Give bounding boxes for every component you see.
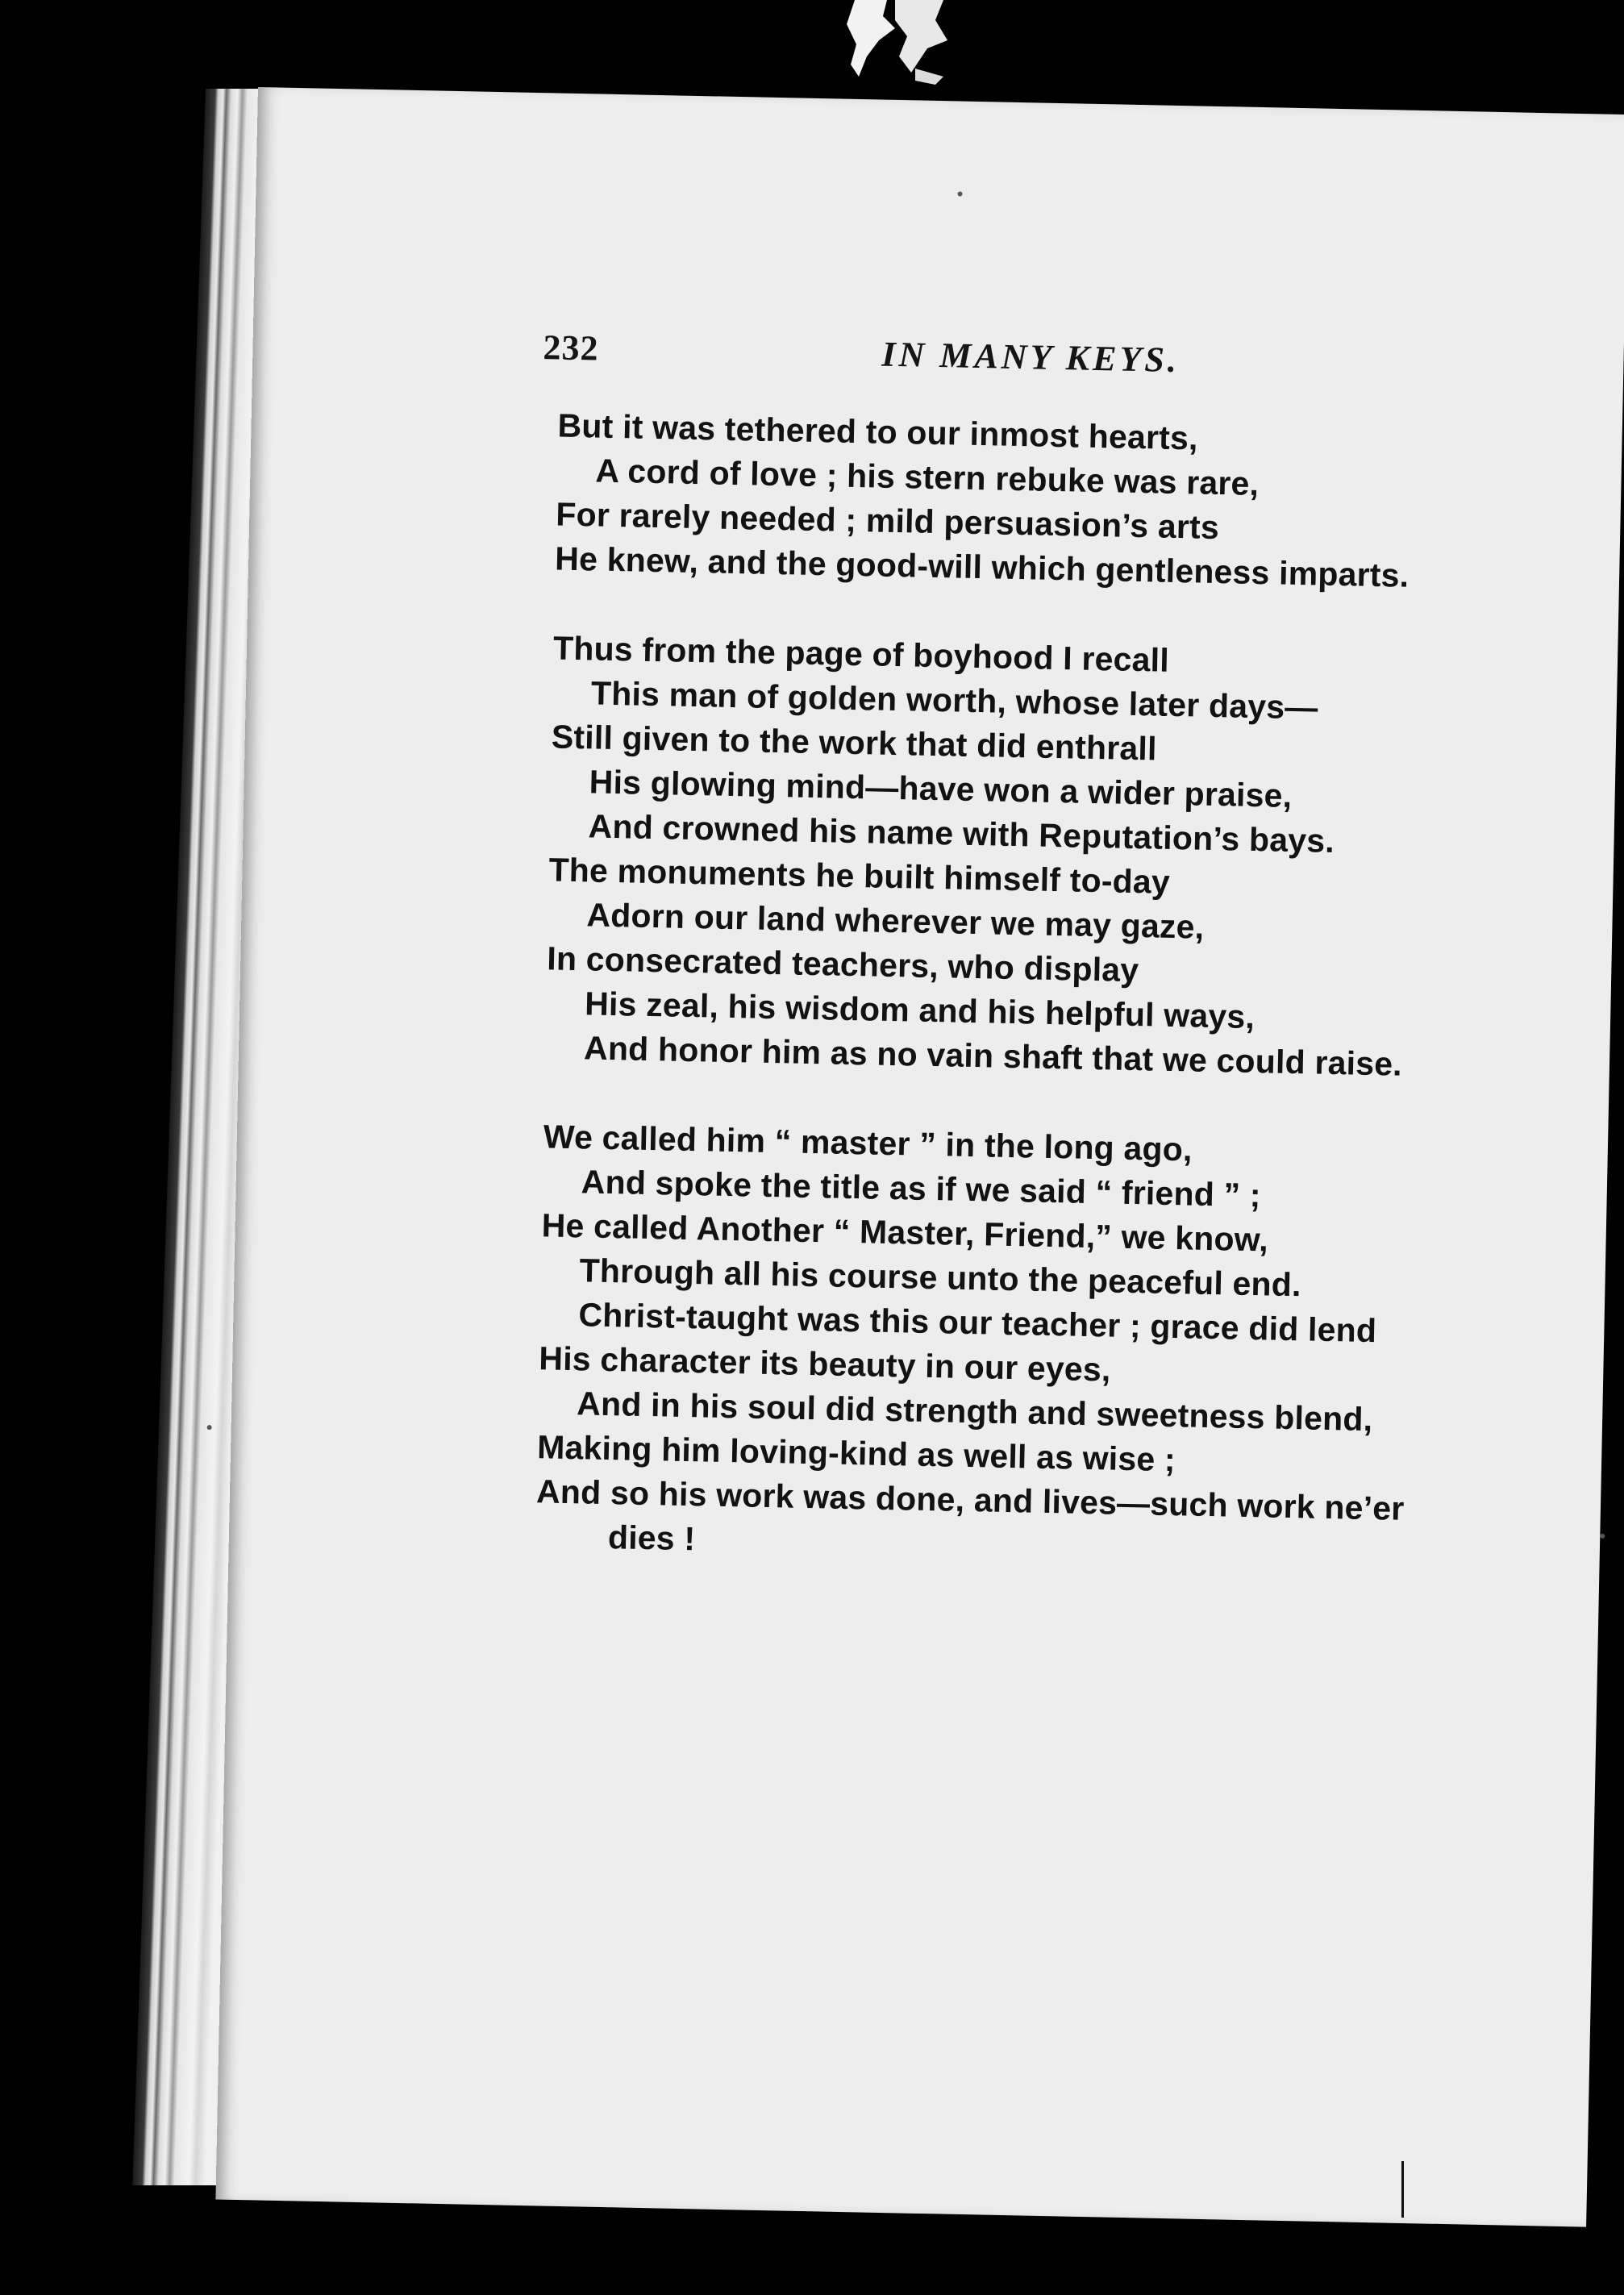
poem-line: Making him loving-kind as well as wise ; — [536, 1428, 1176, 1479]
poem-line: For rarely needed ; mild persuasion’s arts — [555, 495, 1220, 547]
running-title: IN MANY KEYS. — [881, 334, 1181, 381]
scan-speck — [1600, 1534, 1605, 1539]
poem-line: In consecrated teachers, who display — [546, 939, 1139, 989]
poem-line: His character its beauty in our eyes, — [538, 1339, 1112, 1389]
poem-line: Adorn our land wherever we may gaze, — [586, 896, 1205, 946]
poem-line: And honor him as no vain shaft that we could raise. — [583, 1029, 1403, 1083]
scan-artifact-top — [839, 0, 960, 89]
poem-line: Still given to the work that did enthrall — [551, 718, 1158, 768]
poem-line: His zeal, his wisdom and his helpful ways, — [584, 985, 1255, 1036]
scan-speck — [957, 191, 962, 196]
page-number: 232 — [543, 327, 600, 369]
poem-line: Through all his course unto the peaceful end. — [579, 1252, 1302, 1304]
poem-line: The monuments he built himself to-day — [548, 851, 1171, 901]
poem-line: He called Another “ Master, Friend,” we know, — [541, 1206, 1269, 1259]
poem-line: His glowing mind—have won a wider praise, — [589, 763, 1293, 814]
poem-line: This man of golden worth, whose later days— — [590, 674, 1318, 727]
poem-line: dies ! — [607, 1518, 696, 1558]
book-page — [215, 87, 1624, 2227]
poem-line: And crowned his name with Reputation’s bays. — [588, 807, 1335, 860]
stanza — [535, 1114, 1624, 1581]
poem-line: Christ-taught was this our teacher ; grace did lend — [578, 1296, 1377, 1350]
stanza — [555, 404, 1624, 605]
poem-body — [534, 404, 1624, 1627]
poem-line: We called him “ master ” in the long ago, — [543, 1118, 1193, 1168]
poem-line: Thus from the page of boyhood I recall — [552, 629, 1170, 679]
poem-line: And in his soul did strength and sweetness blend, — [576, 1385, 1373, 1439]
scan-mark — [1401, 2161, 1404, 2218]
scan-speck — [207, 1425, 212, 1430]
poem-line: And so his work was done, and lives—such work ne’er — [535, 1472, 1405, 1527]
poem-line: A cord of love ; his stern rebuke was rare, — [595, 452, 1260, 503]
poem-line: He knew, and the good-will which gentleness imparts. — [554, 539, 1410, 594]
poem-line: But it was tethered to our inmost hearts, — [557, 406, 1199, 457]
stanza — [545, 626, 1624, 1093]
poem-line: And spoke the title as if we said “ friend ” ; — [581, 1163, 1262, 1214]
